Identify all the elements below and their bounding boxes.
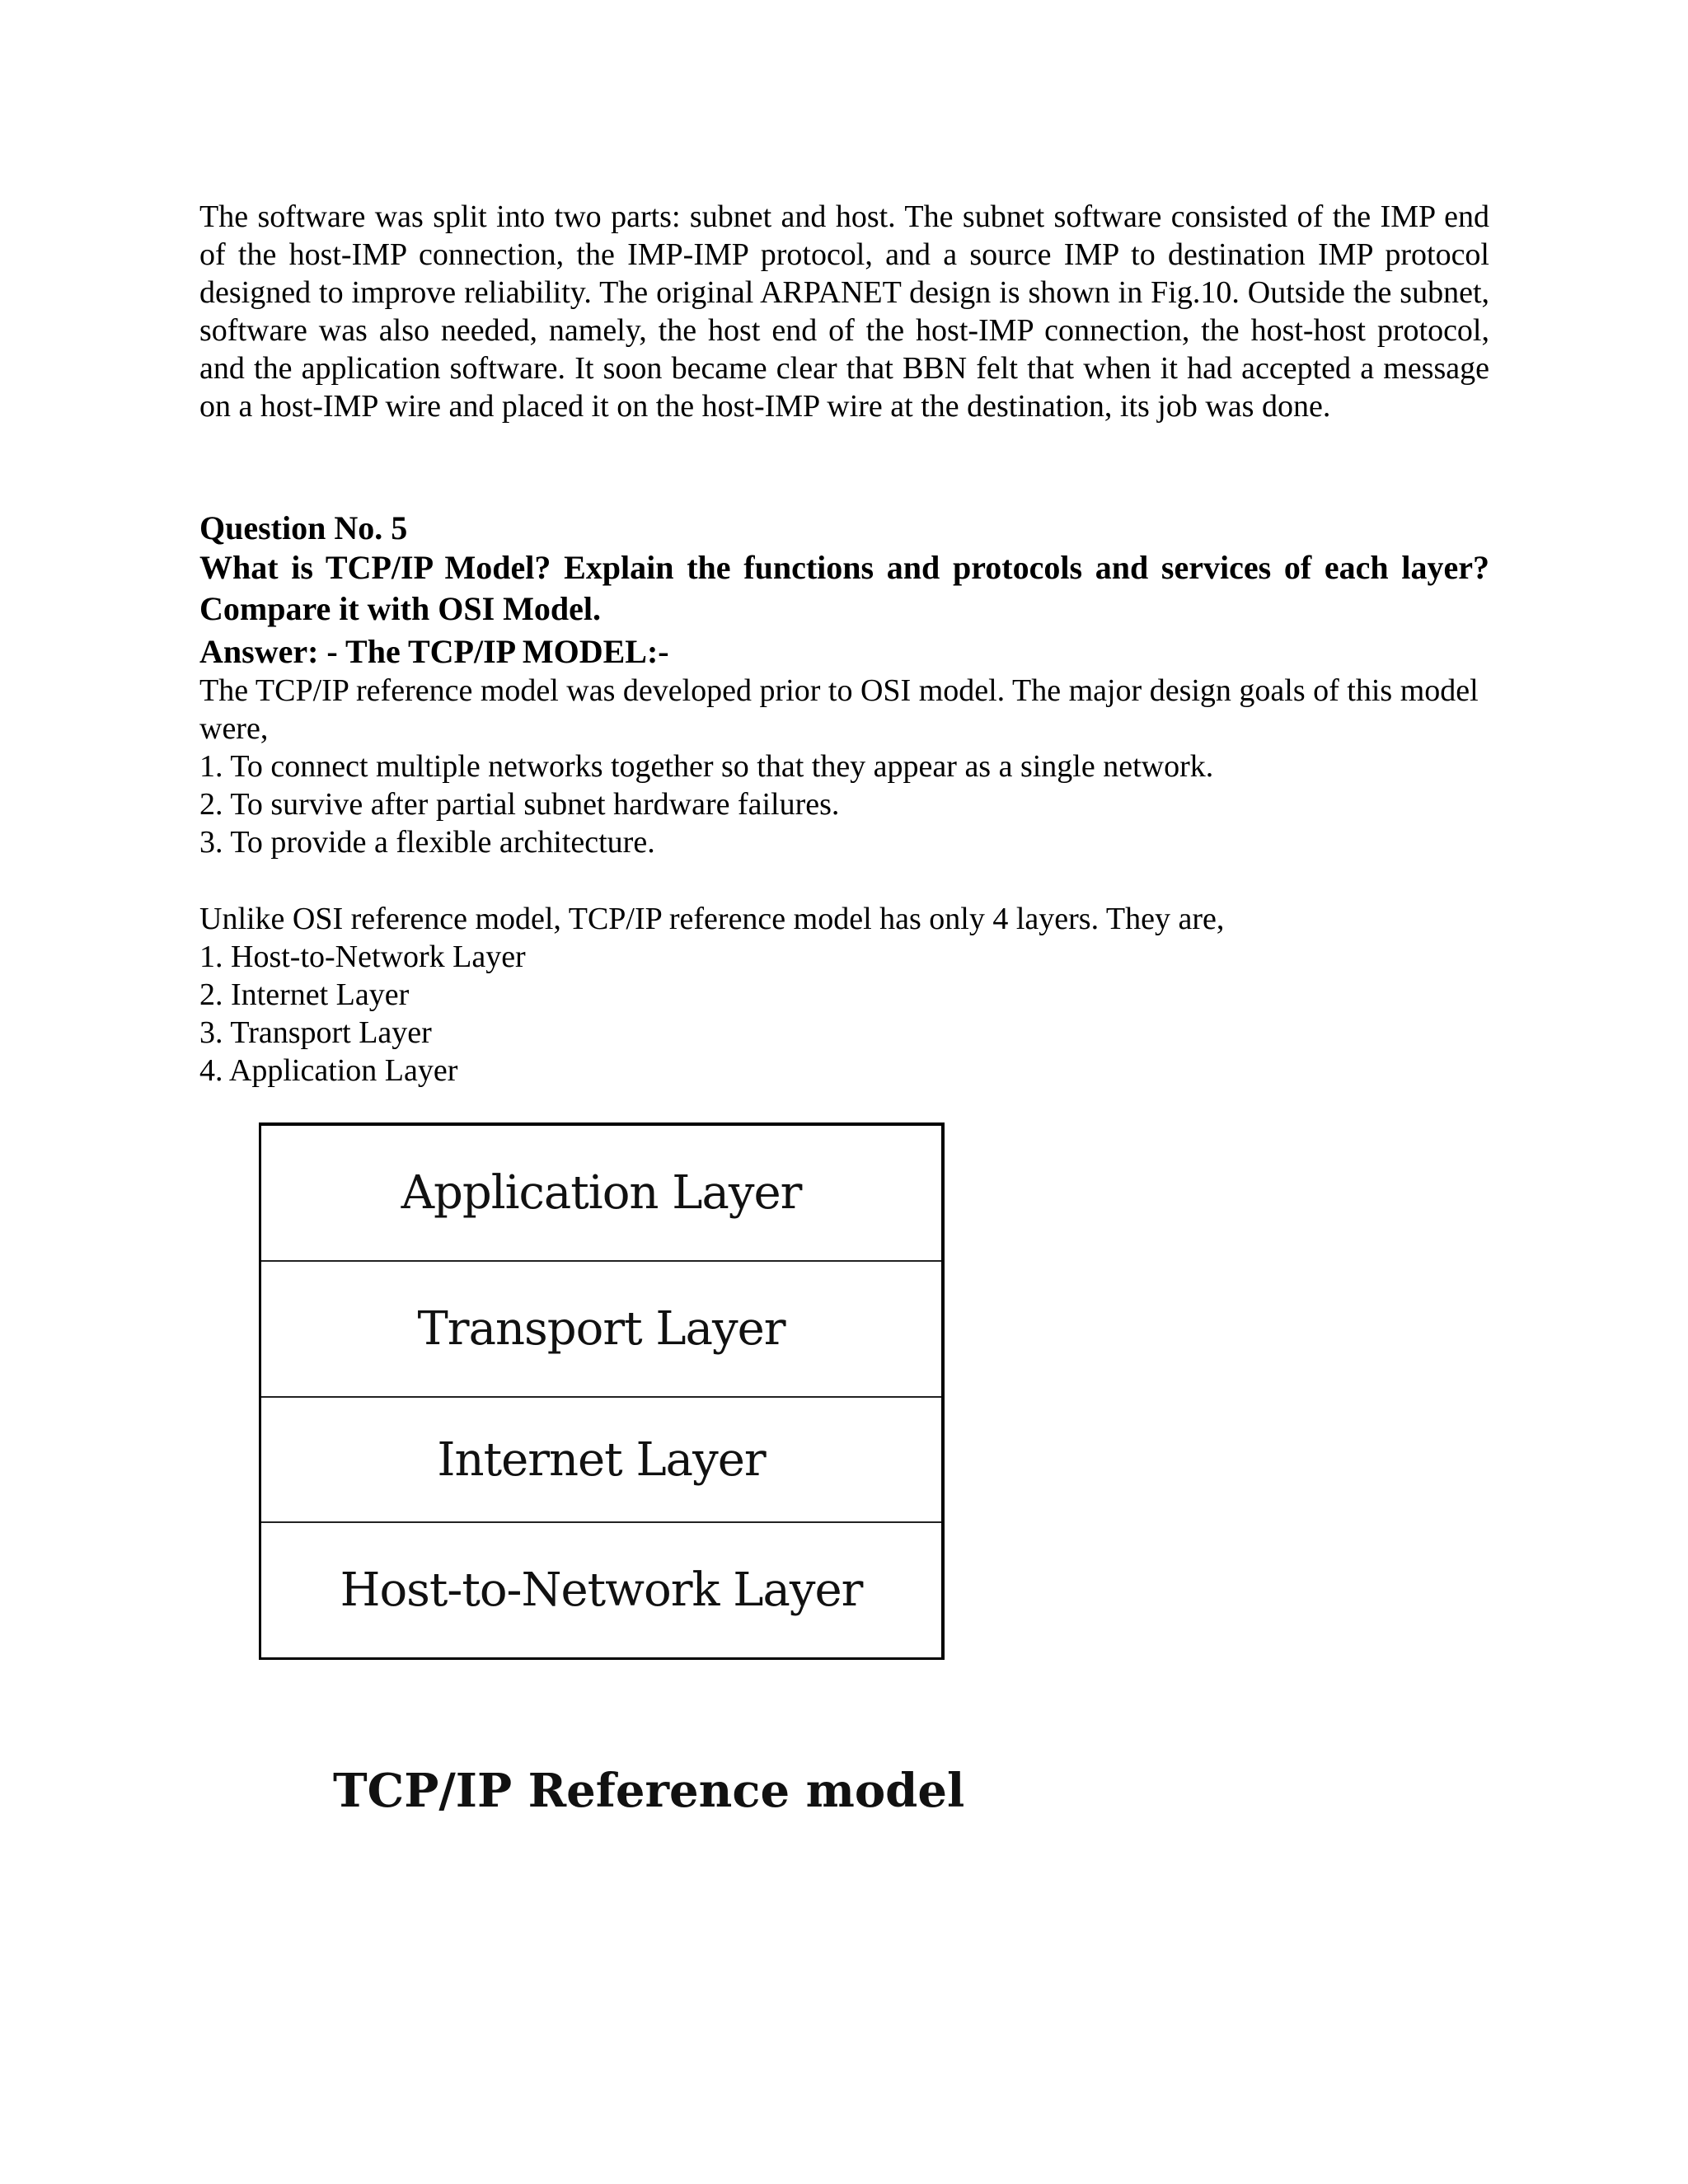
layers-section bbox=[199, 900, 1489, 1090]
answer-body bbox=[199, 672, 1489, 861]
intro-paragraph: The software was split into two parts: subnet and host. The subnet software consisted of the IMP end of the host-IMP connection, the IMP-IMP protocol, and a source IMP to destination IMP protocol designed to improve reliability. The original ARPANET design is shown in Fig.10. Outside the subnet, software was also needed, namely, the host end of the host-IMP connection, the host-host protocol, and the application software. It soon became clear that BBN felt that when it had accepted a message on a host-IMP wire and placed it on the host-IMP wire at the destination, its job was done. bbox=[199, 199, 1489, 424]
question-text: What is TCP/IP Model? Explain the functions and protocols and services of each layer? Compare it with OSI Model. bbox=[199, 549, 1489, 627]
goal-item-3: 3. To provide a flexible architecture. bbox=[199, 825, 655, 860]
layer-list-item-2: 2. Internet Layer bbox=[199, 977, 410, 1012]
diagram-layer-internet: Internet Layer bbox=[261, 1398, 941, 1523]
goal-item-2: 2. To survive after partial subnet hardware failures. bbox=[199, 787, 840, 822]
question-title: Question No. 5 bbox=[199, 509, 408, 546]
layer-list-item-1: 1. Host-to-Network Layer bbox=[199, 940, 526, 974]
answer-paragraph: The TCP/IP reference model was developed prior to OSI model. The major design goals of this model were, bbox=[199, 673, 1479, 746]
layer-list-item-3: 3. Transport Layer bbox=[199, 1015, 432, 1050]
layers-intro-text: Unlike OSI reference model, TCP/IP reference model has only 4 layers. They are, bbox=[199, 902, 1225, 936]
diagram-caption: TCP/IP Reference model bbox=[333, 1764, 965, 1818]
answer-heading: Answer: - The TCP/IP MODEL:- bbox=[199, 633, 669, 670]
diagram-layer-application: Application Layer bbox=[261, 1126, 941, 1262]
diagram-layer-transport: Transport Layer bbox=[261, 1262, 941, 1398]
tcpip-layer-diagram bbox=[259, 1122, 945, 1660]
goal-item-1: 1. To connect multiple networks together so that they appear as a single network. bbox=[199, 749, 1214, 784]
diagram-layer-host-to-network: Host-to-Network Layer bbox=[340, 1563, 863, 1617]
layer-list-item-4: 4. Application Layer bbox=[199, 1053, 458, 1088]
